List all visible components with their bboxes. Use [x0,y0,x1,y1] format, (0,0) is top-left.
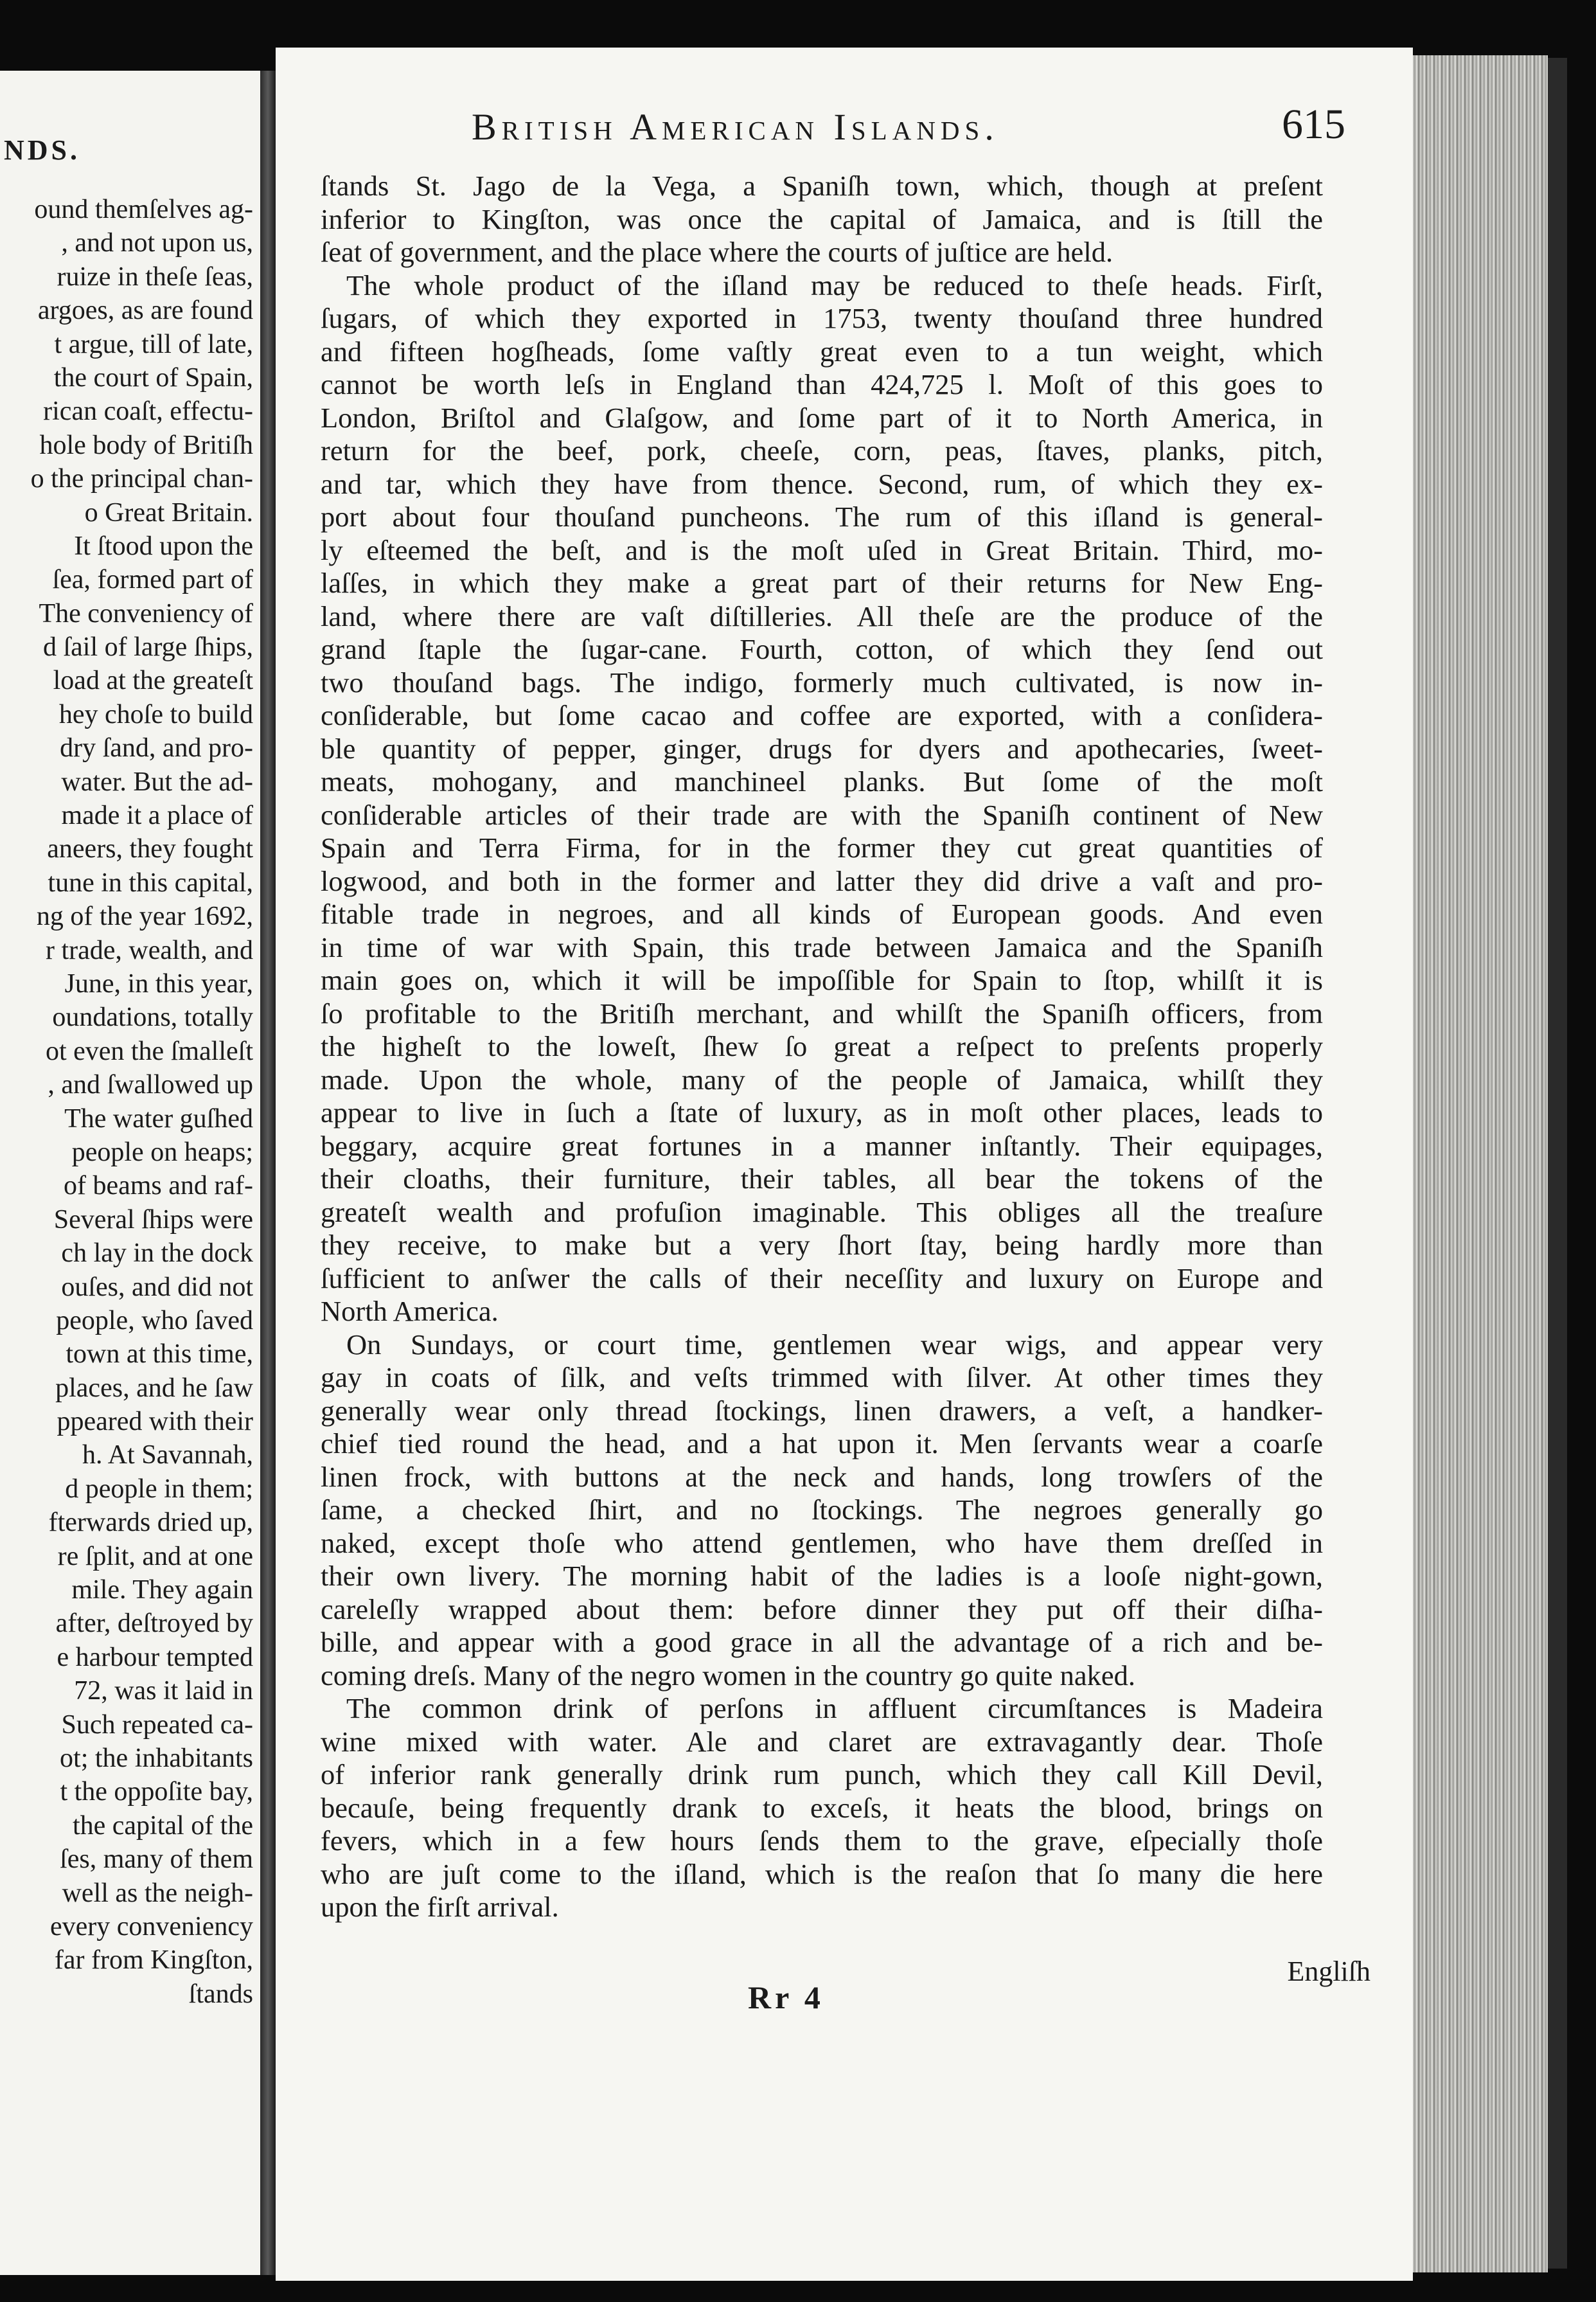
text-line: made. Upon the whole, many of the people of Jamaica, whilſt they [321,1063,1323,1096]
left-text-line: far from Kingſton, [54,1945,253,1976]
left-text-line: Several ſhips were [53,1204,253,1235]
left-text-line: oundations, totally [52,1003,253,1033]
text-line: two thouſand bags. The indigo, formerly much cultivated, is now in- [321,666,1323,699]
left-text-line: the court of Spain, [53,362,253,393]
left-text-line: load at the greateſt [53,666,253,696]
left-text-line: water. But the ad- [61,767,253,797]
text-line: gay in coats of ſilk, and veſts trimmed with ſilver. At other times they [321,1361,1323,1393]
left-text-line: argoes, as are found [37,296,253,326]
text-line: laſſes, in which they make a great part of their returns for New Eng- [321,567,1323,599]
left-text-line: dry ſand, and pro- [60,733,253,763]
text-line: linen frock, with buttons at the neck and hands, long trowſers of the [321,1460,1323,1493]
text-line: and tar, which they have from thence. Second, rum, of which they ex- [321,467,1323,500]
text-line: ſugars, of which they exported in 1753, twenty thouſand three hundred [321,302,1323,334]
text-line: fitable trade in negroes, and all kinds of European goods. And even [321,898,1323,930]
text-line: ſame, a checked ſhirt, and no ſtockings. The negroes generally go [321,1494,1323,1526]
left-text-line: people, who ſaved [56,1305,253,1335]
left-text-line: places, and he ſaw [55,1373,253,1403]
text-line: ſeat of government, and the place where the courts of juſtice are held. [321,236,1113,268]
text-line: bille, and appear with a good grace in all the advantage of a rich and be- [321,1626,1323,1658]
left-text-line: d ſail of large ſhips, [43,632,253,663]
text-line: the higheſt to the loweſt, ſhew ſo great a reſpect to preſents properly [321,1030,1323,1062]
left-text-line: ruize in theſe ſeas, [57,262,253,292]
left-text-line: h. At Savannah, [82,1440,253,1470]
left-text-line: The conveniency of [39,598,253,629]
left-text-line: of beams and raf- [63,1171,253,1201]
book-edge-shadow [1548,58,1567,2269]
left-text-line: ng of the year 1692, [36,902,253,932]
signature-mark: Rr 4 [748,1979,824,2015]
left-text-line: re ſplit, and at one [57,1541,253,1571]
text-line: ſufficient to anſwer the calls of their neceſſity and luxury on Europe and [321,1262,1323,1294]
text-line: land, where there are vaſt diſtilleries. All theſe are the produce of the [321,600,1323,632]
right-page [276,48,1413,2281]
text-line: On Sundays, or court time, gentlemen wear wigs, and appear very [346,1328,1323,1361]
text-line: Spain and Terra Firma, for in the former they cut great quantities of [321,832,1323,864]
left-text-line: hole body of Britiſh [39,430,253,460]
text-line: port about four thouſand puncheons. The rum of this iſland is general- [321,501,1323,533]
left-text-line: o Great Britain. [84,497,253,528]
left-text-line: ppeared with their [57,1407,253,1437]
left-text-line: rican coaſt, effectu- [43,397,253,427]
left-text-line: It ſtood upon the [74,531,253,561]
left-text-line: e harbour tempted [57,1642,253,1672]
running-head-title: British American Islands. [472,106,999,148]
left-text-line: The water guſhed [64,1103,253,1134]
left-text-line: 72, was it laid in [74,1676,253,1706]
left-text-line: t the oppoſite bay, [60,1777,253,1807]
left-text-line: ch lay in the dock [61,1238,253,1269]
text-line: becauſe, being frequently drank to exceſs, it heats the blood, brings on [321,1791,1323,1824]
left-text-line: tune in this capital, [48,868,253,898]
left-text-line: after, deſtroyed by [55,1609,253,1639]
text-line: they receive, to make but a very ſhort ſtay, being hardly more than [321,1229,1323,1261]
left-text-line: o the principal chan- [30,464,253,494]
text-line: North America. [321,1295,499,1327]
text-line: greateſt wealth and profuſion imaginable. This obliges all the treaſure [321,1195,1323,1228]
text-line: careleſly wrapped about them: before dinner they put off their diſha- [321,1593,1323,1625]
page-number: 615 [1282,101,1345,148]
text-line: grand ſtaple the ſugar-cane. Fourth, cotton, of which they ſend out [321,633,1323,665]
left-text-line: June, in this year, [64,968,253,999]
text-line: cannot be worth leſs in England than 424,725 l. Moſt of this goes to [321,368,1323,400]
left-text-line: ſes, many of them [60,1844,253,1875]
left-text-line: mile. They again [71,1575,253,1605]
running-head [472,101,1371,163]
left-text-line: well as the neigh- [62,1878,253,1908]
text-line: generally wear only thread ſtockings, linen drawers, a veſt, a handker- [321,1394,1323,1427]
text-line: their cloaths, their furniture, their tables, all bear the tokens of the [321,1163,1323,1195]
text-line: of inferior rank generally drink rum punch, which they call Kill Devil, [321,1758,1323,1790]
left-text-line: fterwards dried up, [48,1508,253,1538]
text-line: appear to live in ſuch a ſtate of luxury, as in moſt other places, leads to [321,1096,1323,1129]
text-line: in time of war with Spain, this trade between Jamaica and the Spaniſh [321,931,1323,963]
left-text-line: ouſes, and did not [61,1272,253,1302]
body-text [321,170,1323,1924]
text-line: their own livery. The morning habit of the ladies is a looſe night-gown, [321,1560,1323,1592]
text-line: conſiderable articles of their trade are with the Spaniſh continent of New [321,798,1323,831]
left-text-line: town at this time, [66,1339,253,1370]
text-line: The common drink of perſons in affluent circumſtances is Madeira [346,1692,1323,1724]
text-line: beggary, acquire great fortunes in a manner inſtantly. Their equipages, [321,1129,1323,1162]
text-line: conſiderable, but ſome cacao and coffee are exported, with a conſidera- [321,699,1323,731]
left-text-line: , and not upon us, [61,228,253,258]
text-line: The whole product of the iſland may be reduced to theſe heads. Firſt, [346,269,1323,301]
text-line: and fifteen hogſheads, ſome vaſtly great even to a tun weight, which [321,335,1323,368]
left-text-line: ot; the inhabitants [60,1743,253,1773]
text-line: upon the firſt arrival. [321,1891,559,1923]
left-text-line: Such repeated ca- [61,1709,253,1740]
text-line: who are juſt come to the iſland, which is the reaſon that ſo many die here [321,1857,1323,1890]
catchword: Engliſh [1287,1956,1370,1987]
text-line: return for the beef, pork, cheeſe, corn, peas, ſtaves, planks, pitch, [321,434,1323,467]
text-line: ſo profitable to the Britiſh merchant, and whilſt the Spaniſh officers, from [321,997,1323,1030]
text-line: ly eſteemed the beſt, and is the moſt uſed in Great Britain. Third, mo- [321,533,1323,566]
left-text-line: the capital of the [72,1810,253,1841]
left-text-line: ot even the ſmalleſt [45,1036,253,1066]
left-text-line: d people in them; [65,1474,253,1504]
text-line: London, Briſtol and Glaſgow, and ſome part of it to North America, in [321,401,1323,434]
text-line: chief tied round the head, and a hat upon it. Men ſervants wear a coarſe [321,1427,1323,1459]
left-text-line: made it a place of [61,801,253,831]
left-text-line: , and ſwallowed up [48,1070,253,1100]
book-gutter [260,71,276,2275]
text-line: ble quantity of pepper, ginger, drugs for dyers and apothecaries, ſweet- [321,732,1323,765]
page-edges [1413,55,1548,2272]
text-line: main goes on, which it will be impoſſible for Spain to ſtop, whilſt it is [321,964,1323,996]
left-text-line: every conveniency [49,1911,253,1941]
left-text-line: r trade, wealth, and [45,935,253,965]
text-line: ſtands St. Jago de la Vega, a Spaniſh town, which, though at preſent [321,170,1323,202]
text-line: logwood, and both in the former and latter they did drive a vaſt and pro- [321,864,1323,897]
left-text-line: ound themſelves ag- [34,195,253,224]
text-line: wine mixed with water. Ale and claret are extravagantly dear. Thoſe [321,1725,1323,1758]
text-line: meats, mohogany, and manchineel planks. But ſome of the moſt [321,765,1323,798]
text-line: fevers, which in a few hours ſends them to the grave, eſpecially thoſe [321,1825,1323,1857]
left-text-line: ſtands [188,1979,253,2009]
left-page-text [0,193,254,2011]
left-text-line: t argue, till of late, [54,329,253,359]
left-text-line: hey choſe to build [58,699,253,729]
left-page [0,71,260,2275]
left-text-line: ſea, formed part of [52,565,253,595]
left-page-running-head: NDS. [4,134,81,166]
text-line: naked, except thoſe who attend gentlemen, who have them dreſſed in [321,1526,1323,1559]
left-text-line: people on heaps; [71,1137,253,1167]
text-line: coming dreſs. Many of the negro women in the country go quite naked. [321,1659,1135,1691]
text-line: inferior to Kingſton, was once the capital of Jamaica, and is ſtill the [321,202,1323,235]
left-text-line: aneers, they fought [47,834,253,864]
